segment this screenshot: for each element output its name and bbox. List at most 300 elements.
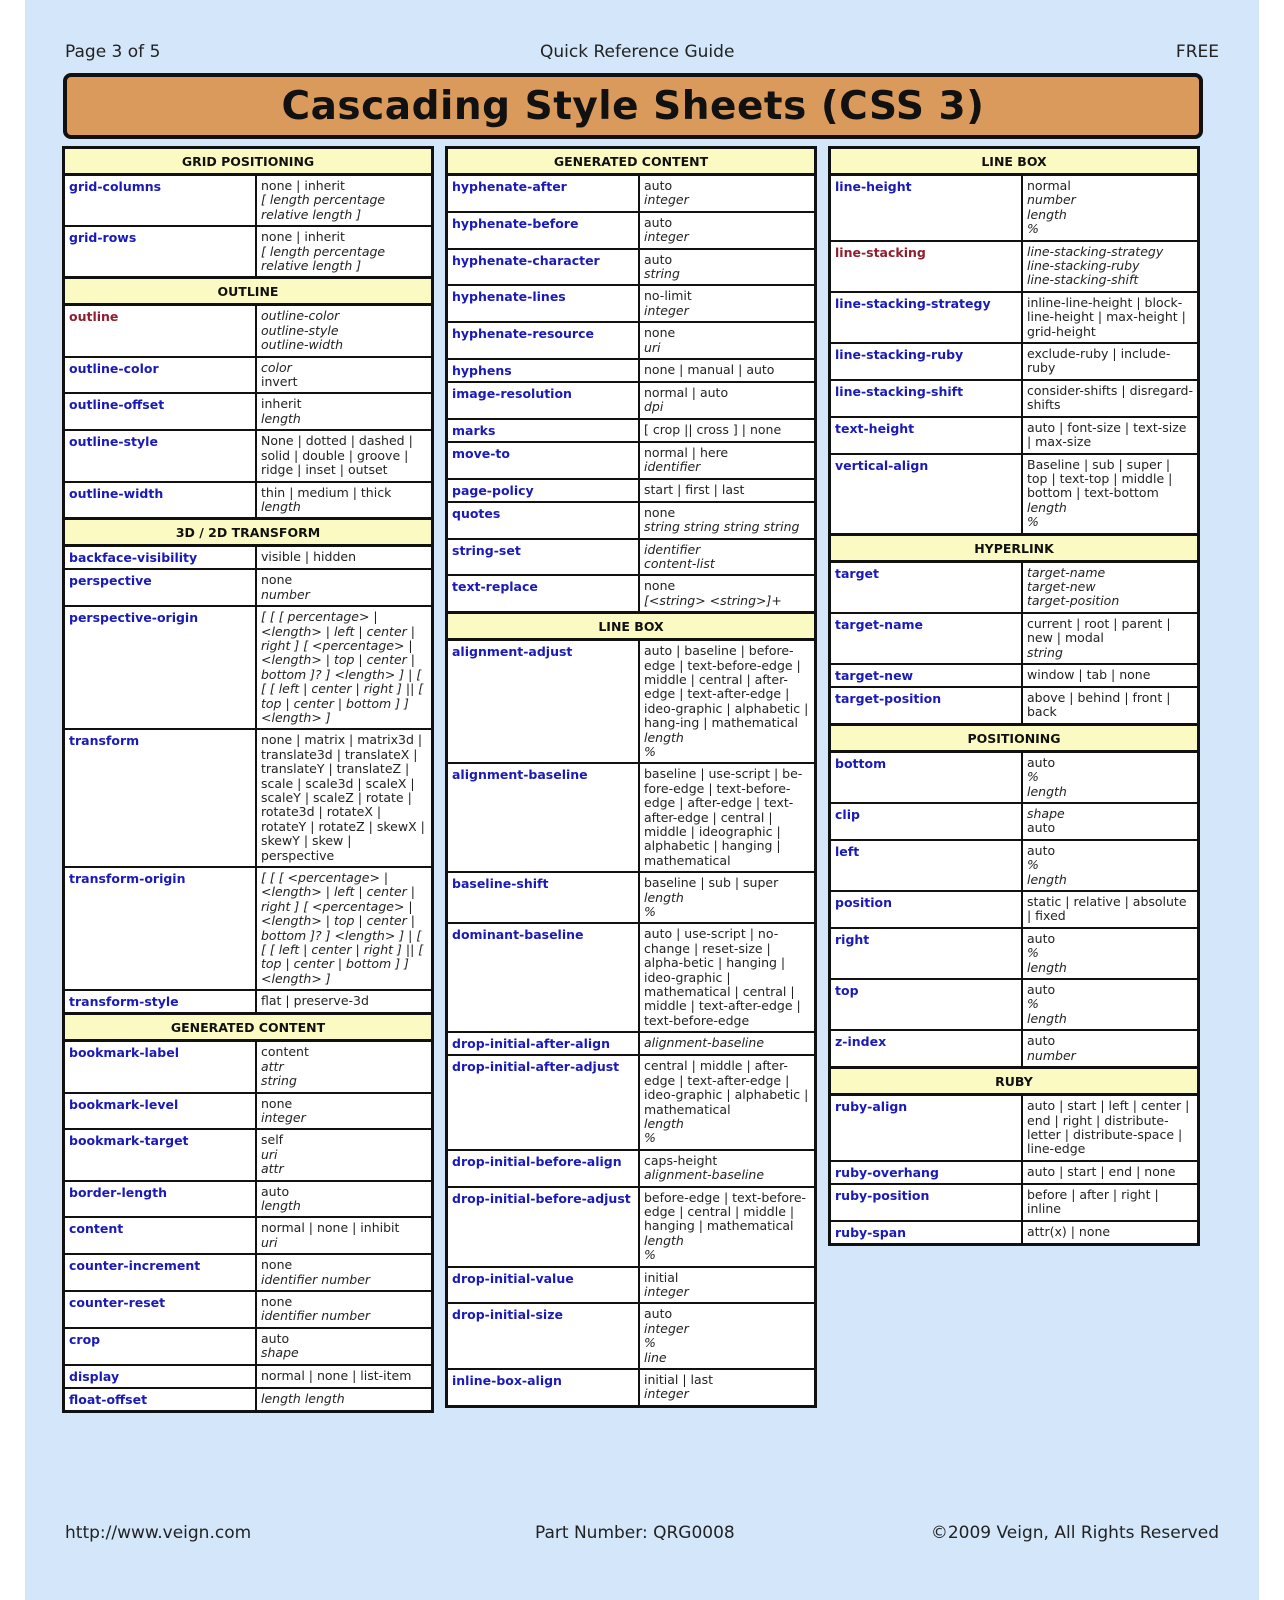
property-name: line-height [831, 176, 1023, 240]
property-value: consider-shifts | disregard-shifts [1027, 382, 1193, 413]
property-name: image-resolution [448, 383, 640, 418]
property-values [640, 924, 814, 1031]
section [62, 1015, 434, 1412]
property-value: start | first | last [644, 481, 745, 497]
property-name: grid-columns [65, 176, 257, 225]
property-row [831, 929, 1197, 980]
property-value: auto [1027, 820, 1056, 836]
property-value: normal | here [644, 444, 729, 460]
property-row [448, 1033, 814, 1056]
property-row [65, 394, 431, 431]
property-value: none [261, 1257, 293, 1273]
property-value: length [644, 889, 684, 905]
property-row [448, 176, 814, 213]
property-value: auto [261, 1330, 290, 1346]
property-value: inline-line-height | block-line-height | max-height | grid-height [1027, 294, 1186, 339]
section-header: OUTLINE [65, 279, 431, 306]
property-value: % [644, 743, 656, 759]
property-name: text-replace [448, 576, 640, 611]
property-values [640, 480, 814, 501]
property-value: string [261, 1073, 297, 1089]
property-row [831, 1031, 1197, 1066]
property-row [448, 360, 814, 383]
property-value: length [1027, 871, 1067, 887]
property-value: integer [644, 192, 689, 208]
property-values [640, 323, 814, 358]
property-row [65, 868, 431, 991]
property-row [448, 1304, 814, 1370]
property-name: outline-style [65, 431, 257, 480]
property-values [1023, 344, 1197, 379]
property-values [257, 1042, 431, 1091]
property-name: outline-color [65, 358, 257, 393]
property-value: length [1027, 959, 1067, 975]
property-value: before-edge | text-before-edge | central | middle | hanging | mathematical [644, 1189, 807, 1234]
section [62, 520, 434, 1015]
property-values [1023, 563, 1197, 612]
property-row [448, 1056, 814, 1150]
property-values [640, 1151, 814, 1186]
property-value: identifier number [261, 1271, 371, 1287]
property-row [448, 323, 814, 360]
property-name: ruby-overhang [831, 1162, 1023, 1183]
property-name: perspective [65, 570, 257, 605]
property-row [65, 730, 431, 868]
property-name: vertical-align [831, 455, 1023, 533]
property-row [831, 563, 1197, 614]
section-header: LINE BOX [831, 149, 1197, 176]
property-value: target-name [1027, 564, 1106, 580]
property-values [1023, 455, 1197, 533]
property-value: caps-height [644, 1152, 718, 1168]
section [828, 726, 1200, 1069]
property-value: line-stacking-strategy [1027, 243, 1164, 259]
property-name: drop-initial-before-align [448, 1151, 640, 1186]
section-header: LINE BOX [448, 614, 814, 641]
property-row [448, 1188, 814, 1268]
property-name: inline-box-align [448, 1370, 640, 1405]
property-name: target-new [831, 665, 1023, 686]
property-values [257, 570, 431, 605]
title-banner [63, 73, 1203, 139]
property-values [257, 227, 431, 276]
property-name: left [831, 841, 1023, 890]
property-value: attr [261, 1161, 284, 1177]
property-name: alignment-baseline [448, 764, 640, 871]
property-value: auto [261, 1183, 290, 1199]
property-values [257, 730, 431, 866]
property-value: auto [1027, 1033, 1056, 1049]
property-value: dpi [644, 399, 664, 415]
section [828, 1069, 1200, 1245]
property-values [257, 431, 431, 480]
property-name: marks [448, 420, 640, 441]
property-values [640, 576, 814, 611]
property-name: drop-initial-before-adjust [448, 1188, 640, 1266]
property-row [65, 1094, 431, 1131]
property-values [257, 1329, 431, 1364]
property-values [257, 607, 431, 728]
property-value: target-position [1027, 593, 1120, 609]
property-value: length [261, 410, 301, 426]
column-3 [828, 146, 1200, 1246]
property-row [448, 503, 814, 540]
property-values [1023, 688, 1197, 723]
section-header: POSITIONING [831, 726, 1197, 753]
property-value: integer [261, 1109, 306, 1125]
property-value: none [644, 578, 676, 594]
property-values [257, 1218, 431, 1253]
property-value: auto | start | end | none [1027, 1163, 1176, 1179]
property-value: length [261, 498, 301, 514]
property-row [65, 991, 431, 1012]
property-name: clip [831, 804, 1023, 839]
property-row [831, 381, 1197, 418]
property-name: transform [65, 730, 257, 866]
property-value: [ crop || cross ] | none [644, 421, 782, 437]
section-header: 3D / 2D TRANSFORM [65, 520, 431, 547]
property-value: [ length percentage relative length ] [261, 192, 386, 222]
property-name: hyphenate-lines [448, 286, 640, 321]
property-values [640, 286, 814, 321]
reference-page [25, 0, 1259, 1600]
property-value: content-list [644, 555, 715, 571]
property-name: target [831, 563, 1023, 612]
property-name: drop-initial-after-adjust [448, 1056, 640, 1148]
property-value: length length [261, 1390, 345, 1406]
property-row [65, 1366, 431, 1389]
property-value: inherit [261, 396, 302, 412]
property-values [640, 1370, 814, 1405]
property-value: central | middle | after-edge | text-after-edge | ideo-graphic | alphabetic | mathematical [644, 1058, 809, 1117]
property-values [640, 176, 814, 211]
property-value: auto | start | left | center | end | right | distribute-letter | distribute-space | line-edge [1027, 1098, 1190, 1157]
property-values [640, 360, 814, 381]
property-value: thin | medium | thick [261, 484, 392, 500]
property-value: % [1027, 769, 1039, 785]
property-row [65, 607, 431, 730]
property-values [640, 1188, 814, 1266]
section [828, 536, 1200, 726]
property-name: outline-offset [65, 394, 257, 429]
property-row [65, 1255, 431, 1292]
property-value: auto [644, 1306, 673, 1322]
property-value: % [1027, 514, 1039, 530]
property-value: none | inherit [261, 178, 345, 193]
property-row [831, 344, 1197, 381]
property-name: bookmark-level [65, 1094, 257, 1129]
property-value: initial | last [644, 1372, 714, 1387]
property-name: content [65, 1218, 257, 1253]
property-row [448, 540, 814, 577]
property-row [831, 753, 1197, 804]
property-name: alignment-adjust [448, 641, 640, 762]
property-values [257, 1292, 431, 1327]
property-row [831, 804, 1197, 841]
property-values [257, 991, 431, 1012]
property-name: hyphenate-resource [448, 323, 640, 358]
property-value: length [644, 729, 684, 745]
property-row [65, 1182, 431, 1219]
property-row [65, 547, 431, 570]
property-value: shape [1027, 806, 1065, 821]
property-row [448, 420, 814, 443]
property-values [640, 873, 814, 922]
property-value: attr [261, 1058, 284, 1074]
property-name: line-stacking-ruby [831, 344, 1023, 379]
property-row [65, 1389, 431, 1410]
property-values [640, 420, 814, 441]
property-value: invert [261, 374, 298, 390]
footer-copyright: ©2009 Veign, All Rights Reserved [930, 1523, 1219, 1543]
property-value: auto [1027, 930, 1056, 946]
property-name: line-stacking-strategy [831, 293, 1023, 342]
property-value: current | root | parent | new | modal [1027, 615, 1171, 646]
property-name: baseline-shift [448, 873, 640, 922]
property-values [257, 1366, 431, 1387]
property-row [831, 1222, 1197, 1243]
property-value: number [1027, 192, 1076, 208]
property-row [448, 924, 814, 1033]
property-value: self [261, 1132, 284, 1148]
property-value: exclude-ruby | include-ruby [1027, 346, 1171, 376]
section-header: RUBY [831, 1069, 1197, 1096]
property-values [257, 868, 431, 989]
property-value: length [1027, 499, 1067, 515]
property-value: none [261, 1095, 293, 1111]
property-value: normal | auto [644, 385, 729, 401]
property-row [448, 641, 814, 764]
property-row [448, 576, 814, 611]
property-name: counter-increment [65, 1255, 257, 1290]
guide-label: Quick Reference Guide [540, 42, 735, 62]
property-row [448, 1151, 814, 1188]
property-row [831, 176, 1197, 242]
property-value: no-limit [644, 288, 692, 304]
property-value: identifier number [261, 1308, 371, 1324]
property-row [831, 242, 1197, 293]
section [445, 614, 817, 1408]
property-value: auto | baseline | before-edge | text-before-edge | middle | central | after-edge | text-after-edge | ideo-graphic | alphabetic | hang-ing | mathematical [644, 643, 809, 731]
property-value: normal | none | inhibit [261, 1220, 400, 1236]
property-values [1023, 892, 1197, 927]
section-header: HYPERLINK [831, 536, 1197, 563]
property-row [448, 1268, 814, 1305]
property-row [65, 1292, 431, 1329]
property-values [257, 394, 431, 429]
column-2 [445, 146, 817, 1408]
section-header: GRID POSITIONING [65, 149, 431, 176]
section [828, 146, 1200, 536]
property-value: integer [644, 1386, 689, 1402]
property-values [1023, 1096, 1197, 1160]
property-value: none | manual | auto [644, 362, 775, 378]
footer-url: http://www.veign.com [65, 1523, 252, 1543]
property-value: line [644, 1349, 667, 1365]
property-value: auto | use-script | no-change | reset-size | alpha-betic | hanging | ideo-graphic | mathematical | central | middle | text-after-edge | text-before-edge [644, 926, 801, 1028]
property-values [640, 1304, 814, 1368]
property-value: outline-style [261, 322, 339, 338]
property-values [1023, 418, 1197, 453]
property-values [640, 503, 814, 538]
property-values [640, 1056, 814, 1148]
property-value: [ length percentage relative length ] [261, 243, 386, 274]
property-value: line-stacking-shift [1027, 272, 1139, 288]
property-values [257, 306, 431, 355]
property-row [831, 892, 1197, 929]
property-row [448, 480, 814, 503]
property-value: length [1027, 206, 1067, 222]
property-name: crop [65, 1329, 257, 1364]
property-values [640, 443, 814, 478]
property-name: hyphenate-before [448, 213, 640, 248]
property-name: text-height [831, 418, 1023, 453]
property-name: ruby-align [831, 1096, 1023, 1160]
property-row [65, 1042, 431, 1093]
property-name: drop-initial-value [448, 1268, 640, 1303]
property-name: top [831, 980, 1023, 1029]
property-values [1023, 293, 1197, 342]
property-name: quotes [448, 503, 640, 538]
property-value: identifier [644, 459, 701, 475]
property-values [1023, 841, 1197, 890]
section-header: GENERATED CONTENT [65, 1015, 431, 1042]
section [62, 146, 434, 279]
property-value: [ [ [ <percentage> | <length> | left | center | right ] [ <percentage> | <length> | top | center | bottom ]? ] <length> ] | [ [ [ left | center | right ] || [ top | center | bottom ] ] <length> ] [261, 870, 424, 986]
property-row [831, 1096, 1197, 1162]
property-name: target-position [831, 688, 1023, 723]
property-values [1023, 1185, 1197, 1220]
property-value: static | relative | absolute | fixed [1027, 894, 1187, 924]
property-value: uri [261, 1234, 278, 1250]
property-value: content [261, 1044, 309, 1060]
property-name: counter-reset [65, 1292, 257, 1327]
property-values [640, 641, 814, 762]
property-row [448, 383, 814, 420]
property-value: None | dotted | dashed | solid | double | groove | ridge | inset | outset [261, 433, 413, 478]
property-value: outline-color [261, 308, 340, 324]
property-name: move-to [448, 443, 640, 478]
property-value: length [261, 1197, 301, 1213]
property-value: integer [644, 302, 689, 318]
property-name: hyphenate-after [448, 176, 640, 211]
property-value: none [261, 572, 293, 588]
property-values [257, 1130, 431, 1179]
property-value: % [1027, 996, 1039, 1012]
property-values [257, 1094, 431, 1129]
property-row [65, 431, 431, 482]
property-value: % [1027, 857, 1039, 873]
property-row [831, 418, 1197, 455]
property-name: page-policy [448, 480, 640, 501]
property-name: string-set [448, 540, 640, 575]
property-row [65, 227, 431, 276]
property-value: normal | none | list-item [261, 1367, 412, 1383]
property-value: string string string string [644, 519, 800, 535]
property-values [640, 764, 814, 871]
property-value: none [644, 325, 676, 341]
property-value: color [261, 359, 292, 375]
property-value: length [644, 1232, 684, 1248]
property-name: bookmark-target [65, 1130, 257, 1179]
property-values [640, 383, 814, 418]
page-title: Cascading Style Sheets (CSS 3) [281, 83, 985, 129]
property-name: backface-visibility [65, 547, 257, 568]
property-row [831, 1162, 1197, 1185]
property-row [65, 358, 431, 395]
property-name: position [831, 892, 1023, 927]
property-name: border-length [65, 1182, 257, 1217]
property-row [831, 841, 1197, 892]
property-name: transform-style [65, 991, 257, 1012]
property-value: [<string> <string>]+ [644, 592, 782, 608]
property-name: z-index [831, 1031, 1023, 1066]
property-name: float-offset [65, 1389, 257, 1410]
property-values [257, 358, 431, 393]
property-value: outline-width [261, 337, 343, 353]
property-value: integer [644, 229, 689, 245]
property-value: auto [644, 178, 673, 193]
property-name: line-stacking-shift [831, 381, 1023, 416]
property-row [65, 1329, 431, 1366]
property-values [257, 1255, 431, 1290]
property-value: auto [1027, 754, 1056, 770]
footer-part-number: Part Number: QRG0008 [535, 1523, 735, 1543]
property-value: alignment-baseline [644, 1035, 765, 1051]
section-header: GENERATED CONTENT [448, 149, 814, 176]
section [445, 146, 817, 614]
property-name: drop-initial-after-align [448, 1033, 640, 1054]
property-values [640, 1268, 814, 1303]
property-value: line-stacking-ruby [1027, 258, 1140, 274]
property-values [1023, 804, 1197, 839]
property-values [1023, 1162, 1197, 1183]
property-row [65, 570, 431, 607]
property-row [831, 614, 1197, 665]
property-value: before | after | right | inline [1027, 1186, 1159, 1217]
property-value: string [644, 266, 680, 282]
property-name: dominant-baseline [448, 924, 640, 1031]
property-value: none | inherit [261, 229, 345, 245]
page-number: Page 3 of 5 [65, 42, 161, 62]
property-row [831, 1185, 1197, 1222]
property-values [1023, 381, 1197, 416]
property-row [448, 1370, 814, 1405]
property-value: % [1027, 945, 1039, 961]
property-values [1023, 665, 1197, 686]
property-values [640, 540, 814, 575]
property-row [831, 665, 1197, 688]
property-value: auto [1027, 842, 1056, 858]
property-name: bottom [831, 753, 1023, 802]
property-value: length [1027, 1010, 1067, 1026]
section [62, 279, 434, 520]
property-values [257, 483, 431, 518]
property-value: baseline | sub | super [644, 875, 779, 891]
property-values [1023, 1222, 1197, 1243]
property-values [1023, 980, 1197, 1029]
property-name: outline-width [65, 483, 257, 518]
property-value: none [261, 1293, 293, 1309]
property-value: window | tab | none [1027, 666, 1151, 682]
property-row [448, 443, 814, 480]
property-value: target-new [1027, 578, 1096, 594]
property-value: auto | font-size | text-size | max-size [1027, 419, 1187, 450]
property-row [65, 1130, 431, 1181]
property-row [448, 286, 814, 323]
property-values [257, 176, 431, 225]
property-row [448, 213, 814, 250]
